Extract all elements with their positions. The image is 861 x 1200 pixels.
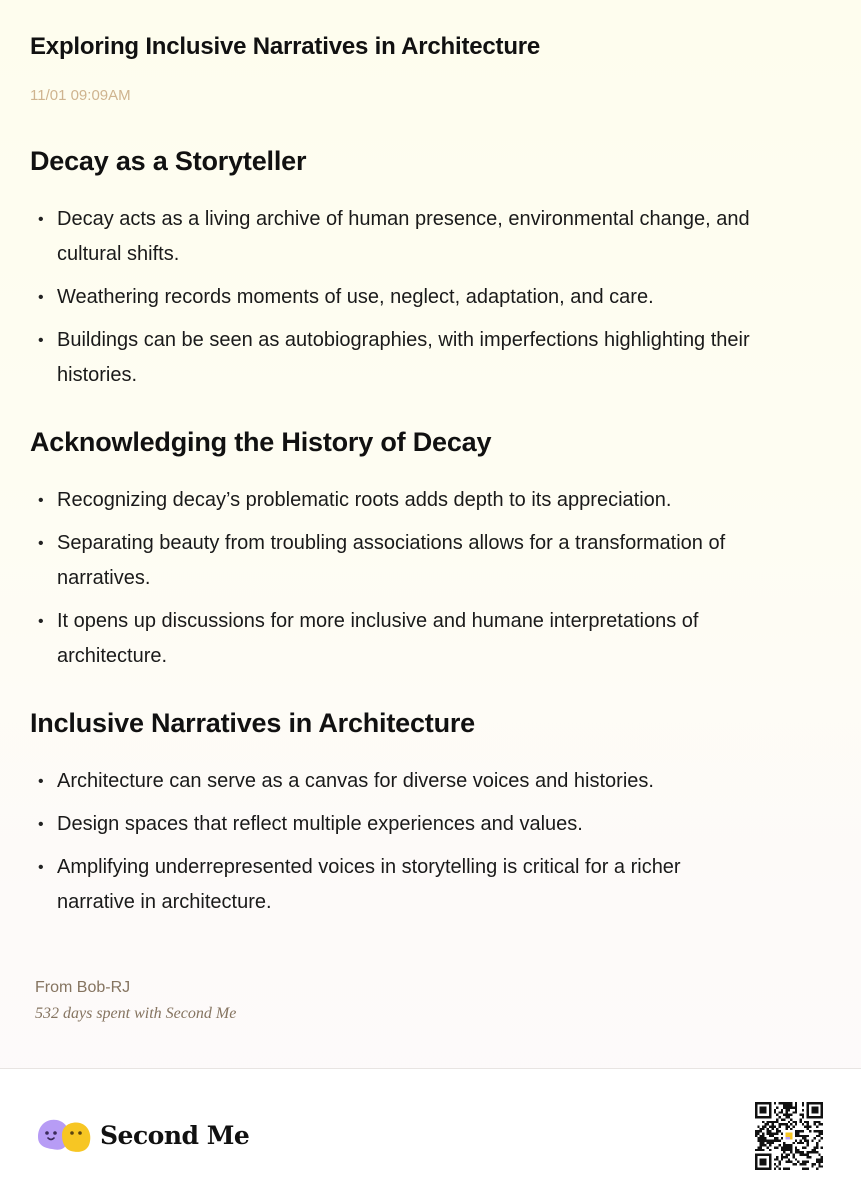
bullet-list	[30, 764, 840, 920]
bullet-text: It opens up discussions for more inclusive and humane interpretations of	[57, 610, 699, 632]
section-inclusive-narratives	[30, 708, 840, 920]
bullet-text: narrative in architecture.	[57, 891, 272, 913]
bullet-dot-icon: •	[38, 816, 44, 833]
bullet-dot-icon: •	[38, 859, 44, 876]
second-me-logo-icon	[34, 1115, 94, 1155]
bullet-item	[30, 280, 840, 315]
days-spent-caption: 532 days spent with Second Me	[35, 1005, 237, 1022]
bullet-dot-icon: •	[38, 289, 44, 306]
bullet-item	[30, 323, 840, 393]
bullet-item	[30, 604, 840, 674]
bullet-list	[30, 483, 840, 674]
bullet-dot-icon: •	[38, 332, 44, 349]
brand	[34, 1115, 249, 1155]
brand-name: Second Me	[100, 1120, 250, 1150]
section-history-of-decay	[30, 427, 840, 674]
bullet-item	[30, 526, 840, 596]
bullet-item	[30, 807, 840, 842]
qr-code-icon[interactable]	[755, 1102, 823, 1170]
section-heading: Inclusive Narratives in Architecture	[30, 708, 475, 738]
bullet-text: Recognizing decay’s problematic roots adds depth to its appreciation.	[57, 489, 672, 511]
section-heading: Acknowledging the History of Decay	[30, 427, 492, 457]
bullet-text: Design spaces that reflect multiple experiences and values.	[57, 813, 583, 835]
author-attribution: From Bob-RJ	[35, 979, 131, 996]
bullet-text: Weathering records moments of use, neglect, adaptation, and care.	[57, 286, 654, 308]
bullet-text: Amplifying underrepresented voices in storytelling is critical for a richer	[57, 856, 681, 878]
bullet-dot-icon: •	[38, 613, 44, 630]
bullet-text: Architecture can serve as a canvas for diverse voices and histories.	[57, 770, 654, 792]
bullet-item	[30, 850, 840, 920]
bullet-text: architecture.	[57, 645, 168, 667]
section-decay-storyteller	[30, 146, 840, 393]
bullet-item	[30, 764, 840, 799]
bullet-text: Separating beauty from troubling associations allows for a transformation of	[57, 532, 726, 554]
bullet-text: cultural shifts.	[57, 243, 180, 265]
bullet-dot-icon: •	[38, 492, 44, 509]
bullet-item	[30, 202, 840, 272]
bullet-text: narratives.	[57, 567, 151, 589]
bullet-dot-icon: •	[38, 211, 44, 228]
note-timestamp: 11/01 09:09AM	[30, 87, 131, 104]
bullet-text: histories.	[57, 364, 138, 386]
note-title: Exploring Inclusive Narratives in Architecture	[30, 33, 541, 60]
bullet-text: Decay acts as a living archive of human presence, environmental change, and	[57, 208, 750, 230]
bullet-dot-icon: •	[38, 535, 44, 552]
bullet-list	[30, 202, 840, 393]
section-heading: Decay as a Storyteller	[30, 146, 307, 176]
bullet-text: Buildings can be seen as autobiographies, with imperfections highlighting their	[57, 329, 750, 351]
bullet-dot-icon: •	[38, 773, 44, 790]
footer	[0, 1069, 861, 1200]
bullet-item	[30, 483, 840, 518]
